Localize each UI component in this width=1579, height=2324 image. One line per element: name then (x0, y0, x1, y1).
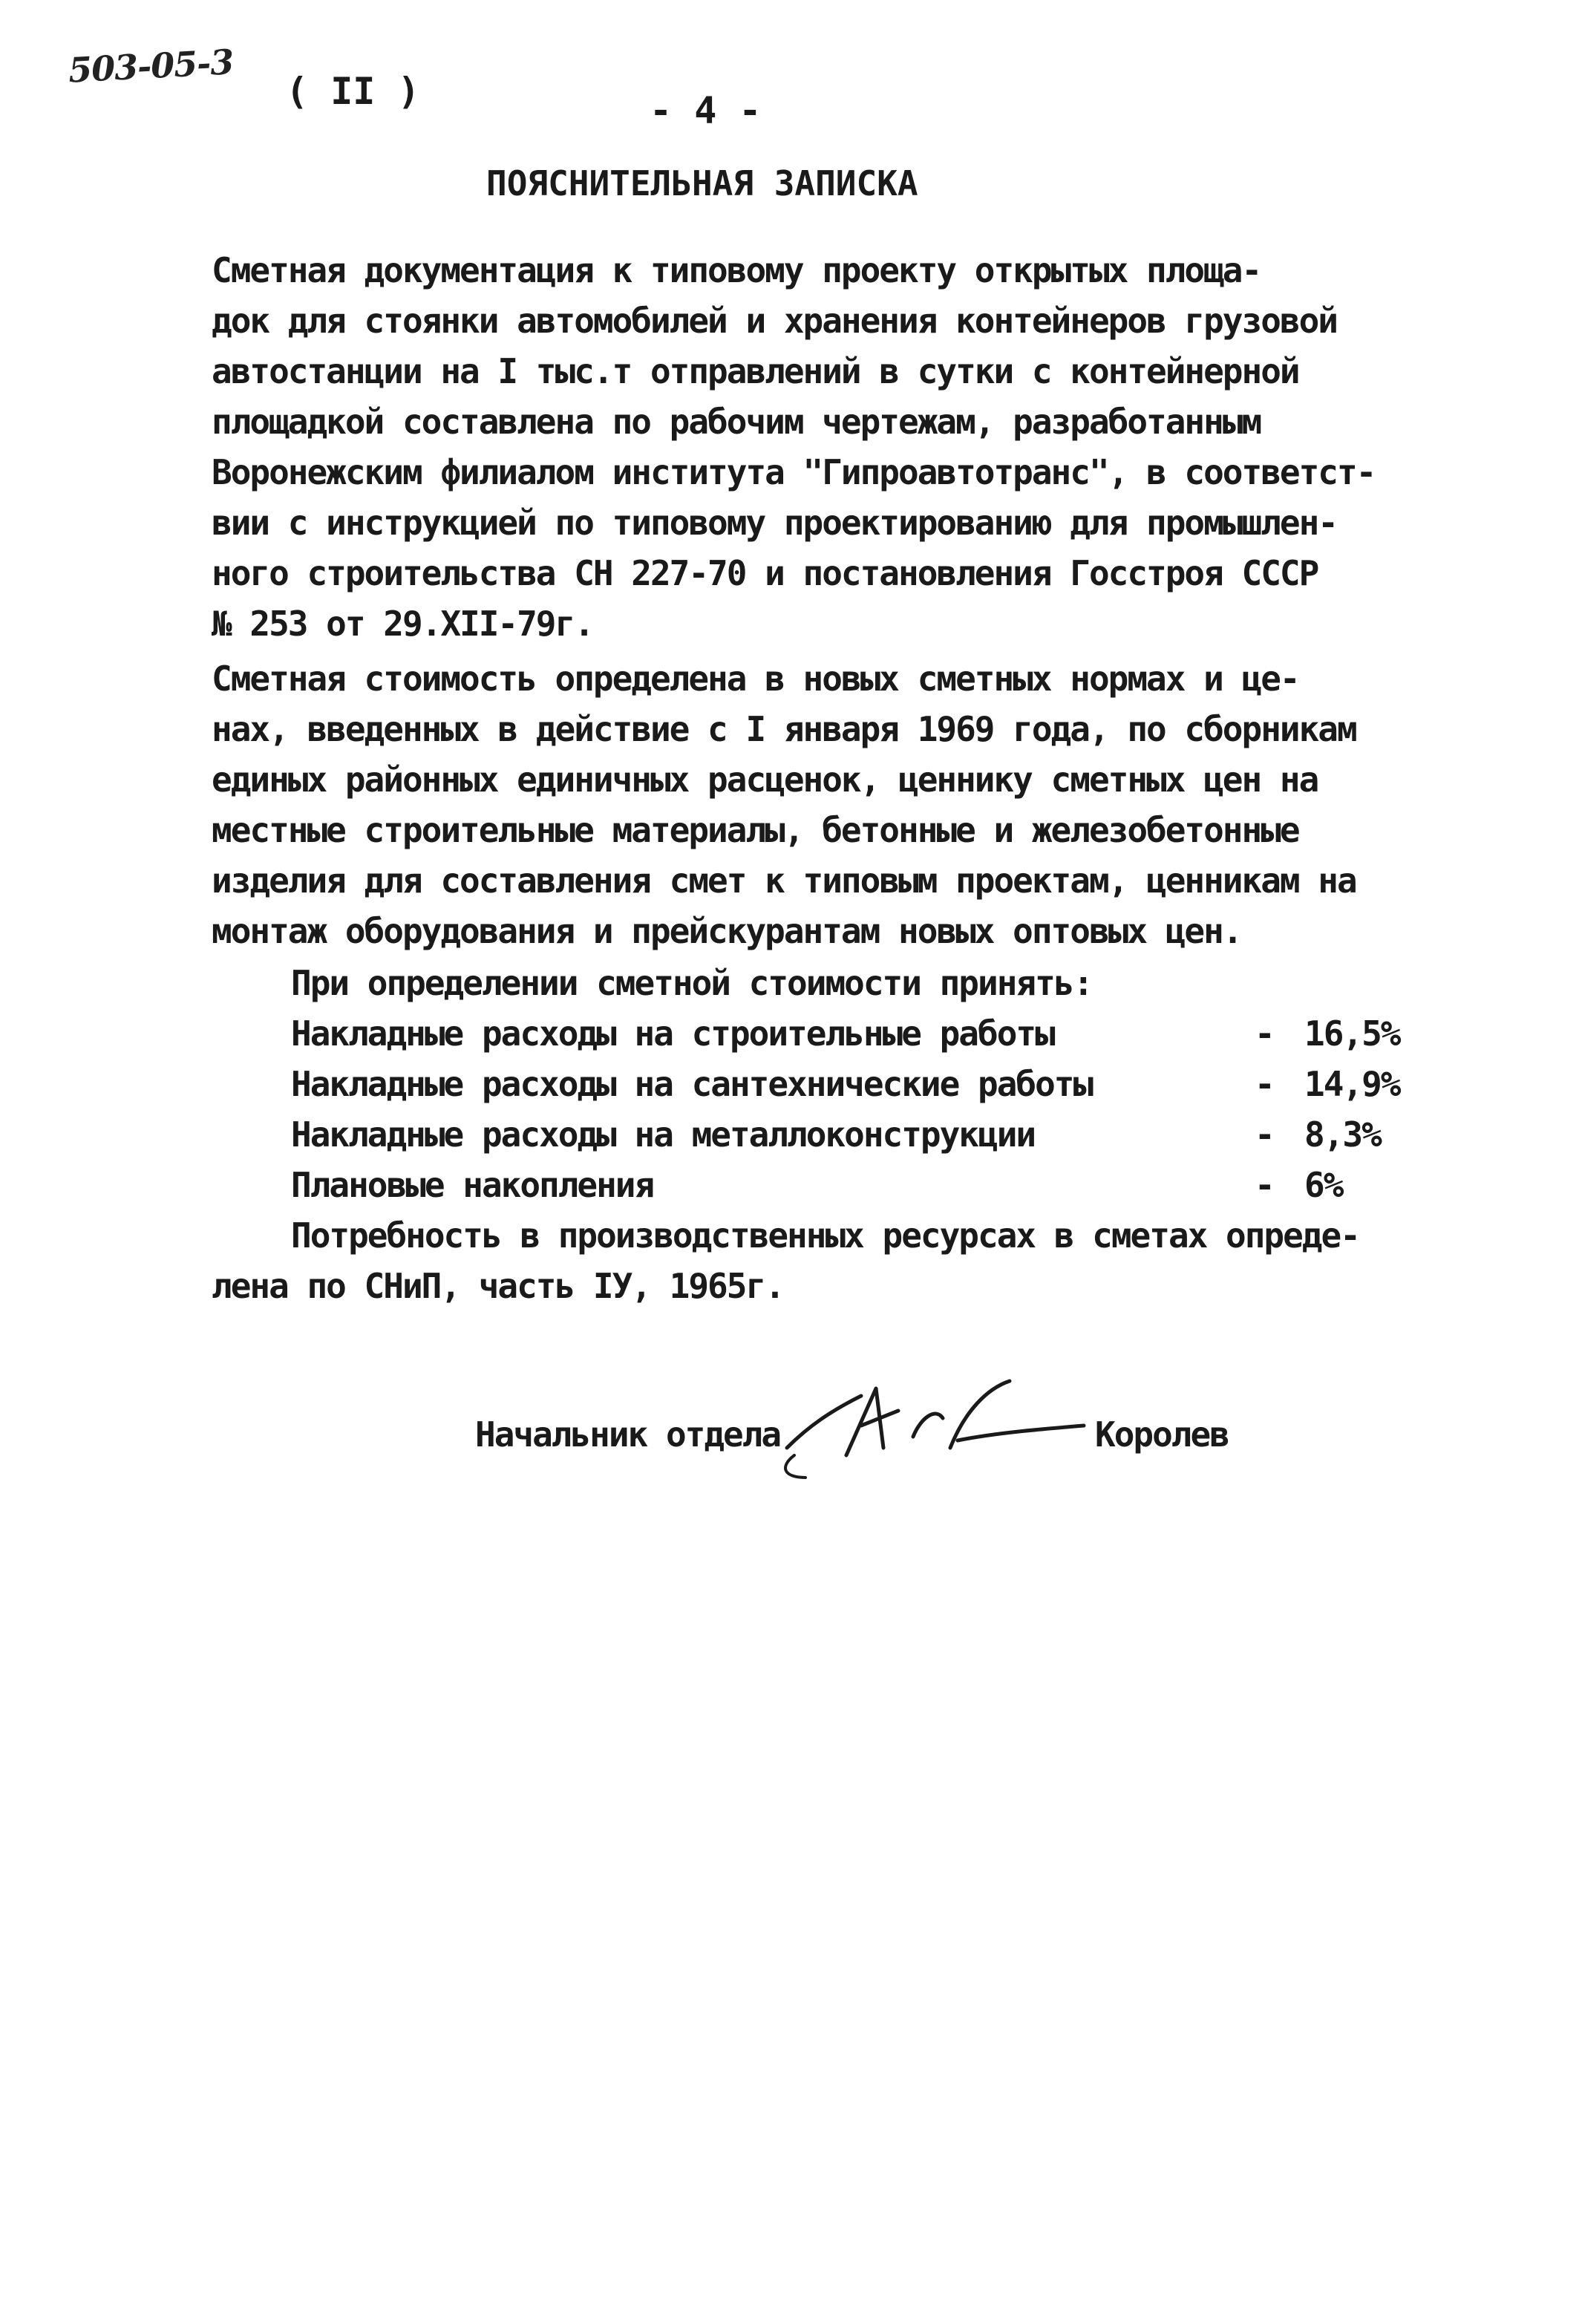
rate-label: Накладные расходы на металлоконструкции (291, 1114, 1036, 1155)
rate-label: Плановые накопления (291, 1165, 654, 1205)
series-number: ( II ) (286, 70, 420, 113)
rate-dash: - (1255, 1064, 1274, 1104)
text-line: нах, введенных в действие с I января 1969 года, по сборникам (212, 709, 1356, 749)
handwritten-project-code: 503-05-3 (67, 42, 235, 91)
text-line: изделия для составления смет к типовым проектам, ценникам на (212, 861, 1356, 901)
rate-label: Накладные расходы на сантехнические работы (291, 1064, 1093, 1104)
text-line: единых районных единичных расценок, ценнику сметных цен на (212, 760, 1318, 800)
text-line: док для стоянки автомобилей и хранения контейнеров грузовой (212, 301, 1337, 341)
rate-value: 16,5% (1304, 1014, 1400, 1054)
paragraph-resource-requirements (212, 1210, 1359, 1311)
text-line: Воронежским филиалом института "Гипроавтотранс", в соответст- (212, 452, 1376, 492)
document-title: ПОЯСНИТЕЛЬНАЯ ЗАПИСКА (486, 163, 918, 203)
signature-block (475, 1414, 1229, 1455)
rate-dash: - (1255, 1114, 1274, 1155)
text-line: монтаж оборудования и прейскурантам новых оптовых цен. (212, 911, 1242, 951)
rate-value: 6% (1304, 1165, 1343, 1205)
handwritten-signature (772, 1366, 1091, 1485)
rate-label: Накладные расходы на строительные работы (291, 1014, 1054, 1054)
text-line: ного строительства СН 227-70 и постановления Госстроя СССР (212, 553, 1318, 593)
text-line: местные строительные материалы, бетонные и железобетонные (212, 810, 1299, 850)
text-line: площадкой составлена по рабочим чертежам, разработанным (212, 402, 1261, 442)
rate-dash: - (1255, 1014, 1274, 1054)
text-line: автостанции на I тыс.т отправлений в сутки с контейнерной (212, 351, 1299, 391)
text-line: Сметная документация к типовому проекту открытых площа- (212, 250, 1261, 290)
page-number: - 4 - (650, 89, 762, 132)
signer-position: Начальник отдела (475, 1414, 781, 1455)
rate-value: 8,3% (1304, 1114, 1381, 1155)
text-line: Сметная стоимость определена в новых сметных нормах и це- (212, 659, 1299, 699)
rates-intro (291, 958, 1092, 1008)
paragraph-estimate-documentation (212, 245, 1375, 649)
text-line: лена по СНиП, часть IУ, 1965г. (212, 1266, 784, 1306)
text-line: При определении сметной стоимости принять: (291, 963, 1093, 1003)
signer-name: Королев (1095, 1414, 1229, 1455)
text-line: Потребность в производственных ресурсах в сметах опреде- (291, 1215, 1359, 1256)
rate-dash: - (1255, 1165, 1274, 1205)
text-line: № 253 от 29.XII-79г. (212, 604, 593, 644)
paragraph-estimate-cost (212, 653, 1356, 956)
text-line: вии с инструкцией по типовому проектированию для промышлен- (212, 503, 1337, 543)
rate-value: 14,9% (1304, 1064, 1400, 1104)
